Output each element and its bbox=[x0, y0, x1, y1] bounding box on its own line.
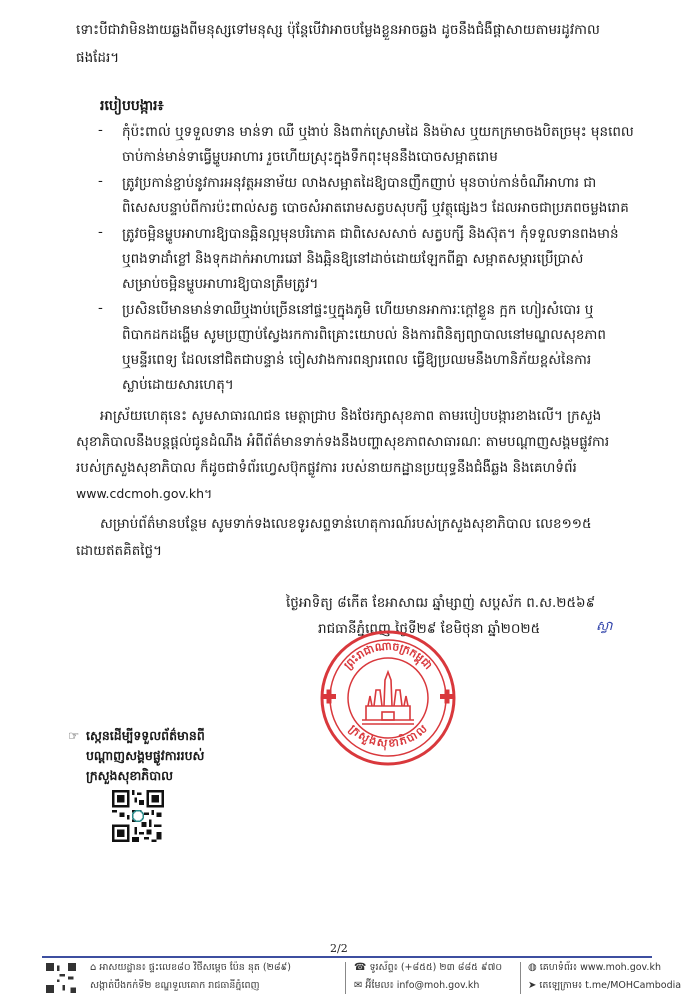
globe-icon: ◍ bbox=[528, 962, 537, 973]
prevention-heading: របៀបបង្ការ៖ bbox=[100, 98, 164, 114]
qr-note-line-3: ក្រសួងសុខាភិបាល bbox=[86, 768, 174, 783]
closing-2-line-1: សម្រាប់ព័ត៌មានបន្ថែម សូមទាក់ទងលេខទូរសព្ទទាន់ហេតុការណ៍របស់ក្រសួងសុខាភិបាល លេខ១១៥ bbox=[100, 516, 592, 532]
qr-note bbox=[68, 726, 205, 786]
location-icon: ⌂ bbox=[90, 962, 97, 973]
footer-address-text-1: អាសយដ្ឋាន៖ ផ្ទះលេខ៨០ វិថីសម្ដេច ប៉ែន នុត (២៨៩) bbox=[99, 962, 291, 973]
bullet-3-line-1: ត្រូវចម្អិនម្ហូបអាហារឱ្យបានឆ្អិនល្អមុនបរិភោគ ជាពិសេសសាច់ សត្វបក្សី និងស៊ុត។ កុំទទួលទានពងមាន់ bbox=[122, 226, 619, 242]
footer-qr-code bbox=[46, 963, 76, 993]
closing-1-line-1: អាស្រ័យហេតុនេះ សូមសាធារណជន មេត្តាជ្រាប និងថែរក្សាសុខភាព តាមរបៀបបង្ការខាងលើ។ ក្រសួង bbox=[100, 408, 602, 424]
svg-text:ក្រសួងសុខាភិបាល bbox=[346, 722, 430, 751]
bullet-marker: - bbox=[98, 224, 103, 240]
bullet-marker: - bbox=[98, 173, 103, 189]
bullet-4-line-2: ពិបាកដកដង្ហើម សូមប្រញាប់ស្វែងរកការពិគ្រោះយោបល់ និងការពិនិត្យព្យាបាលនៅមណ្ឌលសុខភាព bbox=[122, 327, 606, 343]
closing-1-website: www.cdcmoh.gov.kh។ bbox=[76, 486, 213, 501]
footer-telegram-text: តេឡេក្រាម៖ t.me/MOHCambodia bbox=[539, 980, 682, 991]
bullet-1-line-1: កុំប៉ះពាល់ ឬទទួលទាន មាន់ទា ឈឺ ឬងាប់ និងពាក់ស្រោមដៃ និងម៉ាស ឬយកក្រមាចងបិតច្រមុះ មុនពេល bbox=[122, 124, 634, 140]
footer-address-line-2: សង្កាត់បឹងកក់ទី២ ខណ្ឌទួលគោក រាជធានីភ្នំពេញ bbox=[90, 980, 260, 991]
bullet-4-line-4: ស្លាប់ដោយសារហេតុ។ bbox=[122, 377, 234, 393]
intro-line-1: ទោះបីជាវាមិនងាយឆ្លងពីមនុស្សទៅមនុស្ស ប៉ុន្តែបើវាអាចបម្លែងខ្លួនអាចឆ្លង ដូចនឹងជំងឺផ្តាសាយតាមរដូវកាល bbox=[76, 22, 600, 38]
social-media-qr-code[interactable] bbox=[112, 790, 164, 842]
footer-email-text: អ៊ីមែល៖ info@moh.gov.kh bbox=[365, 980, 480, 991]
bullet-4-line-3: ឬមន្ទីរពេទ្យ ដែលនៅជិតជាបន្ទាន់ ចៀសវាងការពន្យារពេល ធ្វើឱ្យប្រឈមនឹងហានិភ័យខ្ពស់នៃការ bbox=[122, 352, 592, 368]
closing-1-line-2: សុខាភិបាលនឹងបន្តផ្តល់ជូនដំណឹង អំពីព័ត៌មានទាក់ទងនឹងបញ្ហាសុខភាពសាធារណៈ តាមបណ្តាញសង្គមផ្លូវការ bbox=[76, 434, 610, 450]
closing-2-line-2: ដោយឥតគិតថ្លៃ។ bbox=[76, 543, 163, 559]
handwritten-signature: ស្វា bbox=[596, 619, 613, 634]
bullet-2-line-2: ពិសេសបន្ទាប់ពីការប៉ះពាល់សត្វ បោចសំអាតរោមសត្វបសុបក្សី ឬវត្ថុផ្សេងៗ ដែលអាចជាប្រភពចម្លងរោគ bbox=[122, 200, 629, 216]
bullet-3-line-2: ឬពងទាដាំខ្លៅ និងទុកដាក់អាហារឆៅ និងឆ្អិនឱ្យនៅដាច់ដោយឡែកពីគ្នា សម្អាតសម្ភារប្រើប្រាស់ bbox=[122, 251, 584, 267]
footer-address-line-1 bbox=[90, 961, 291, 975]
intro-line-2: ផងដែរ។ bbox=[76, 50, 120, 66]
pointing-hand-icon: ☞ bbox=[68, 728, 80, 743]
qr-note-line-1: ស្កេនដើម្បីទទួលព័ត៌មានពី bbox=[86, 728, 205, 743]
solar-date: រាជធានីភ្នំពេញ ថ្ងៃទី២៩ ខែមិថុនា ឆ្នាំ២០២៥ bbox=[318, 621, 541, 637]
bullet-marker: - bbox=[98, 300, 103, 316]
closing-1-line-3: របស់ក្រសួងសុខាភិបាល ក៏ដូចជាទំព័រហ្វេសប៊ុកផ្លូវការ របស់នាយកដ្ឋានប្រយុទ្ធនឹងជំងឺឆ្លង និងគេហទំព័រ bbox=[76, 460, 577, 476]
bullet-2-line-1: ត្រូវប្រកាន់ខ្ជាប់នូវការអនុវត្តអនាម័យ លាងសម្អាតដៃឱ្យបានញឹកញាប់ មុនចាប់កាន់ចំណីអាហារ ជា bbox=[122, 175, 597, 191]
footer-divider bbox=[42, 956, 652, 958]
bullet-marker: - bbox=[98, 122, 103, 138]
telegram-icon: ➤ bbox=[528, 980, 537, 991]
bullet-1-line-2: ចាប់កាន់មាន់ទាធ្វើម្ហូបអាហារ រួចហើយស្រុះក្នុងទឹកពុះមុននឹងបោចសម្អាតរោម bbox=[122, 149, 498, 165]
qr-note-line-2: បណ្តាញសង្គមផ្លូវការរបស់ bbox=[86, 748, 205, 763]
bullet-4-line-1: ប្រសិនបើមានមាន់ទាឈឺឬងាប់ច្រើននៅផ្ទះឬក្នុងភូមិ ហើយមានអាការៈក្តៅខ្លួន ក្អក ហៀរសំបោរ ឬ bbox=[122, 302, 594, 318]
email-icon: ✉ bbox=[354, 980, 363, 991]
footer-separator bbox=[345, 962, 346, 994]
bullet-3-line-3: សម្រាប់ចម្អិនម្ហូបអាហារឱ្យបានត្រឹមត្រូវ។ bbox=[122, 276, 319, 292]
svg-text:ព្រះរាជាណាចក្រកម្ពុជា bbox=[341, 639, 434, 671]
footer-website bbox=[528, 961, 661, 975]
footer-email bbox=[354, 979, 479, 993]
ministry-seal bbox=[318, 628, 458, 768]
phone-icon: ☎ bbox=[354, 962, 367, 973]
footer-separator bbox=[520, 962, 521, 994]
footer-website-text: គេហទំព័រ៖ www.moh.gov.kh bbox=[539, 962, 661, 973]
lunar-date: ថ្ងៃអាទិត្យ ៨កើត ខែអាសាឍ ឆ្នាំម្សាញ់ សប្តស័ក ព.ស.២៥៦៩ bbox=[286, 595, 596, 611]
footer-phone bbox=[354, 961, 502, 975]
footer-telegram bbox=[528, 979, 681, 993]
footer-phone-text: ទូរស័ព្ទ៖ (+៨៥៥) ២៣ ៨៨៥ ៩៧០ bbox=[369, 962, 503, 973]
seal-bottom-text: ក្រសួងសុខាភិបាល bbox=[346, 722, 430, 750]
seal-top-text: ព្រះរាជាណាចក្រកម្ពុជា bbox=[341, 639, 435, 672]
page-number: 2/2 bbox=[330, 942, 348, 955]
